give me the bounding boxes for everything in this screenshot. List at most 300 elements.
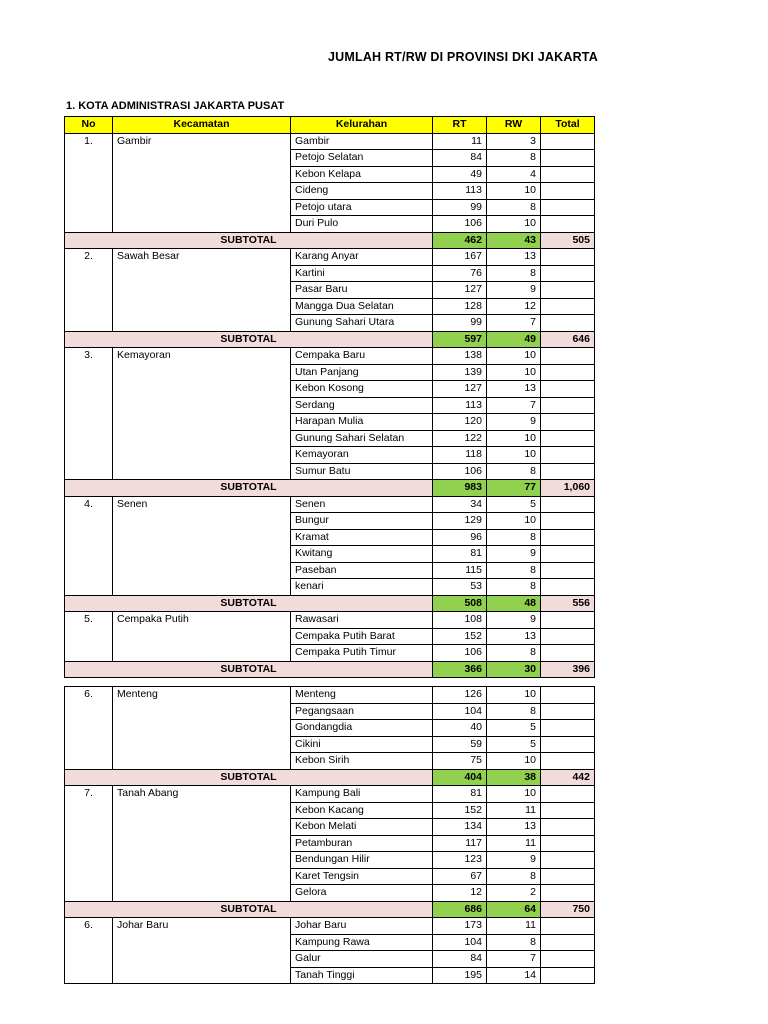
cell-total bbox=[541, 282, 595, 299]
cell-rw: 10 bbox=[487, 786, 541, 803]
cell-rt: 138 bbox=[433, 348, 487, 365]
cell-rw: 9 bbox=[487, 852, 541, 869]
cell-kecamatan: Sawah Besar bbox=[113, 249, 291, 266]
table-header-row bbox=[65, 117, 595, 134]
cell-kelurahan: Serdang bbox=[291, 397, 433, 414]
table-row bbox=[65, 753, 595, 770]
cell-rt: 96 bbox=[433, 529, 487, 546]
subtotal-rw: 77 bbox=[487, 480, 541, 497]
cell-rt: 115 bbox=[433, 562, 487, 579]
table-row bbox=[65, 315, 595, 332]
cell-kecamatan bbox=[113, 753, 291, 770]
subtotal-total: 396 bbox=[541, 661, 595, 678]
cell-kecamatan bbox=[113, 628, 291, 645]
cell-no: 4. bbox=[65, 496, 113, 513]
subtotal-total: 646 bbox=[541, 331, 595, 348]
cell-total bbox=[541, 447, 595, 464]
cell-no bbox=[65, 447, 113, 464]
subtotal-label: SUBTOTAL bbox=[65, 232, 433, 249]
cell-kecamatan bbox=[113, 414, 291, 431]
cell-no: 6. bbox=[65, 918, 113, 935]
cell-total bbox=[541, 381, 595, 398]
table-row bbox=[65, 381, 595, 398]
cell-rt: 104 bbox=[433, 703, 487, 720]
cell-rt: 113 bbox=[433, 397, 487, 414]
cell-rt: 40 bbox=[433, 720, 487, 737]
cell-kecamatan bbox=[113, 315, 291, 332]
cell-rw: 14 bbox=[487, 967, 541, 984]
cell-total bbox=[541, 265, 595, 282]
cell-no bbox=[65, 736, 113, 753]
table-row bbox=[65, 282, 595, 299]
cell-rw: 10 bbox=[487, 216, 541, 233]
cell-kelurahan: Kartini bbox=[291, 265, 433, 282]
cell-rt: 67 bbox=[433, 868, 487, 885]
cell-kelurahan: Kebon Melati bbox=[291, 819, 433, 836]
table-row bbox=[65, 348, 595, 365]
subtotal-rw: 43 bbox=[487, 232, 541, 249]
cell-rt: 81 bbox=[433, 546, 487, 563]
cell-no bbox=[65, 315, 113, 332]
cell-rw: 10 bbox=[487, 364, 541, 381]
cell-kecamatan bbox=[113, 934, 291, 951]
cell-rt: 34 bbox=[433, 496, 487, 513]
cell-rw: 8 bbox=[487, 529, 541, 546]
cell-no bbox=[65, 397, 113, 414]
cell-total bbox=[541, 513, 595, 530]
cell-rw: 8 bbox=[487, 199, 541, 216]
cell-kecamatan bbox=[113, 298, 291, 315]
cell-kecamatan: Tanah Abang bbox=[113, 786, 291, 803]
cell-kecamatan: Johar Baru bbox=[113, 918, 291, 935]
cell-rw: 8 bbox=[487, 463, 541, 480]
cell-kecamatan: Menteng bbox=[113, 687, 291, 704]
table-row bbox=[65, 579, 595, 596]
table-row bbox=[65, 852, 595, 869]
table-row bbox=[65, 199, 595, 216]
cell-total bbox=[541, 166, 595, 183]
cell-kelurahan: Sumur Batu bbox=[291, 463, 433, 480]
cell-no bbox=[65, 628, 113, 645]
cell-no bbox=[65, 529, 113, 546]
cell-kelurahan: Gambir bbox=[291, 133, 433, 150]
cell-total bbox=[541, 216, 595, 233]
cell-rt: 11 bbox=[433, 133, 487, 150]
table-row bbox=[65, 612, 595, 629]
table-row bbox=[65, 364, 595, 381]
cell-no bbox=[65, 150, 113, 167]
table-row bbox=[65, 496, 595, 513]
cell-total bbox=[541, 199, 595, 216]
cell-kecamatan bbox=[113, 513, 291, 530]
header-no: No bbox=[65, 117, 113, 134]
subtotal-label: SUBTOTAL bbox=[65, 480, 433, 497]
cell-no: 7. bbox=[65, 786, 113, 803]
cell-rw: 10 bbox=[487, 183, 541, 200]
cell-no bbox=[65, 645, 113, 662]
subtotal-label: SUBTOTAL bbox=[65, 331, 433, 348]
subtotal-row bbox=[65, 232, 595, 249]
rt-rw-table-part-1 bbox=[64, 116, 595, 678]
subtotal-rw: 30 bbox=[487, 661, 541, 678]
cell-kelurahan: Pegangsaan bbox=[291, 703, 433, 720]
cell-kelurahan: Rawasari bbox=[291, 612, 433, 629]
cell-kecamatan bbox=[113, 265, 291, 282]
subtotal-rw: 49 bbox=[487, 331, 541, 348]
subtotal-rw: 64 bbox=[487, 901, 541, 918]
cell-kelurahan: Gondangdia bbox=[291, 720, 433, 737]
cell-kelurahan: Gunung Sahari Selatan bbox=[291, 430, 433, 447]
cell-rw: 10 bbox=[487, 753, 541, 770]
cell-kecamatan bbox=[113, 868, 291, 885]
cell-no: 2. bbox=[65, 249, 113, 266]
cell-kecamatan bbox=[113, 447, 291, 464]
cell-kelurahan: Kramat bbox=[291, 529, 433, 546]
table-row bbox=[65, 802, 595, 819]
cell-kecamatan: Senen bbox=[113, 496, 291, 513]
table-row bbox=[65, 819, 595, 836]
rt-rw-table-part-2 bbox=[64, 686, 595, 984]
cell-total bbox=[541, 934, 595, 951]
cell-total bbox=[541, 348, 595, 365]
cell-kelurahan: Kwitang bbox=[291, 546, 433, 563]
cell-kelurahan: Bungur bbox=[291, 513, 433, 530]
subtotal-rt: 686 bbox=[433, 901, 487, 918]
cell-kecamatan bbox=[113, 819, 291, 836]
cell-no bbox=[65, 562, 113, 579]
cell-rt: 152 bbox=[433, 628, 487, 645]
cell-rt: 129 bbox=[433, 513, 487, 530]
cell-rt: 134 bbox=[433, 819, 487, 836]
cell-kecamatan bbox=[113, 166, 291, 183]
cell-kelurahan: Duri Pulo bbox=[291, 216, 433, 233]
cell-kecamatan bbox=[113, 720, 291, 737]
header-kecamatan: Kecamatan bbox=[113, 117, 291, 134]
cell-total bbox=[541, 150, 595, 167]
section-heading: 1. KOTA ADMINISTRASI JAKARTA PUSAT bbox=[66, 100, 285, 112]
header-rw: RW bbox=[487, 117, 541, 134]
table-row bbox=[65, 645, 595, 662]
cell-kelurahan: Johar Baru bbox=[291, 918, 433, 935]
cell-rw: 13 bbox=[487, 249, 541, 266]
cell-total bbox=[541, 819, 595, 836]
header-total: Total bbox=[541, 117, 595, 134]
cell-rt: 99 bbox=[433, 315, 487, 332]
cell-total bbox=[541, 496, 595, 513]
cell-kelurahan: Mangga Dua Selatan bbox=[291, 298, 433, 315]
cell-no bbox=[65, 579, 113, 596]
cell-no: 5. bbox=[65, 612, 113, 629]
subtotal-rt: 983 bbox=[433, 480, 487, 497]
cell-rt: 127 bbox=[433, 381, 487, 398]
subtotal-label: SUBTOTAL bbox=[65, 769, 433, 786]
cell-kecamatan bbox=[113, 951, 291, 968]
table-row bbox=[65, 265, 595, 282]
cell-rt: 126 bbox=[433, 687, 487, 704]
cell-rt: 118 bbox=[433, 447, 487, 464]
cell-no bbox=[65, 753, 113, 770]
cell-rw: 11 bbox=[487, 835, 541, 852]
table-row bbox=[65, 463, 595, 480]
subtotal-total: 750 bbox=[541, 901, 595, 918]
subtotal-total: 505 bbox=[541, 232, 595, 249]
cell-kelurahan: Gelora bbox=[291, 885, 433, 902]
cell-kecamatan: Cempaka Putih bbox=[113, 612, 291, 629]
cell-no bbox=[65, 298, 113, 315]
cell-rt: 106 bbox=[433, 216, 487, 233]
table-row bbox=[65, 166, 595, 183]
cell-no bbox=[65, 166, 113, 183]
cell-kelurahan: Galur bbox=[291, 951, 433, 968]
cell-total bbox=[541, 967, 595, 984]
cell-no bbox=[65, 967, 113, 984]
cell-kecamatan bbox=[113, 282, 291, 299]
subtotal-row bbox=[65, 480, 595, 497]
cell-kecamatan: Gambir bbox=[113, 133, 291, 150]
cell-no bbox=[65, 183, 113, 200]
cell-total bbox=[541, 645, 595, 662]
table-row bbox=[65, 868, 595, 885]
cell-total bbox=[541, 414, 595, 431]
cell-no bbox=[65, 819, 113, 836]
header-rt: RT bbox=[433, 117, 487, 134]
cell-no bbox=[65, 934, 113, 951]
cell-kecamatan bbox=[113, 463, 291, 480]
table-row bbox=[65, 216, 595, 233]
cell-total bbox=[541, 249, 595, 266]
cell-kecamatan bbox=[113, 364, 291, 381]
table-row bbox=[65, 397, 595, 414]
cell-rw: 13 bbox=[487, 628, 541, 645]
cell-no bbox=[65, 282, 113, 299]
cell-total bbox=[541, 835, 595, 852]
cell-total bbox=[541, 133, 595, 150]
cell-total bbox=[541, 612, 595, 629]
subtotal-label: SUBTOTAL bbox=[65, 595, 433, 612]
cell-kelurahan: Tanah Tinggi bbox=[291, 967, 433, 984]
cell-rt: 120 bbox=[433, 414, 487, 431]
cell-rw: 7 bbox=[487, 315, 541, 332]
subtotal-rw: 38 bbox=[487, 769, 541, 786]
cell-rw: 2 bbox=[487, 885, 541, 902]
cell-rt: 59 bbox=[433, 736, 487, 753]
cell-total bbox=[541, 397, 595, 414]
cell-total bbox=[541, 736, 595, 753]
cell-no bbox=[65, 546, 113, 563]
cell-total bbox=[541, 703, 595, 720]
cell-rt: 106 bbox=[433, 463, 487, 480]
cell-rw: 8 bbox=[487, 579, 541, 596]
table-row bbox=[65, 951, 595, 968]
cell-rt: 81 bbox=[433, 786, 487, 803]
cell-kelurahan: Petojo Selatan bbox=[291, 150, 433, 167]
cell-total bbox=[541, 183, 595, 200]
cell-kelurahan: Utan Panjang bbox=[291, 364, 433, 381]
subtotal-row bbox=[65, 595, 595, 612]
cell-total bbox=[541, 529, 595, 546]
cell-rw: 8 bbox=[487, 645, 541, 662]
cell-no bbox=[65, 265, 113, 282]
cell-rw: 7 bbox=[487, 951, 541, 968]
cell-kelurahan: Kebon Kosong bbox=[291, 381, 433, 398]
cell-kelurahan: Karang Anyar bbox=[291, 249, 433, 266]
table-row bbox=[65, 133, 595, 150]
cell-rw: 10 bbox=[487, 447, 541, 464]
cell-rt: 117 bbox=[433, 835, 487, 852]
cell-kecamatan bbox=[113, 183, 291, 200]
cell-no bbox=[65, 430, 113, 447]
cell-kelurahan: Kampung Bali bbox=[291, 786, 433, 803]
cell-rt: 173 bbox=[433, 918, 487, 935]
cell-no bbox=[65, 868, 113, 885]
cell-rw: 11 bbox=[487, 802, 541, 819]
cell-kelurahan: kenari bbox=[291, 579, 433, 596]
cell-kecamatan bbox=[113, 430, 291, 447]
cell-rt: 12 bbox=[433, 885, 487, 902]
table-row bbox=[65, 703, 595, 720]
subtotal-label: SUBTOTAL bbox=[65, 901, 433, 918]
cell-kecamatan bbox=[113, 736, 291, 753]
cell-no bbox=[65, 852, 113, 869]
document-title: JUMLAH RT/RW DI PROVINSI DKI JAKARTA bbox=[328, 50, 598, 64]
cell-rw: 9 bbox=[487, 282, 541, 299]
cell-kelurahan: Kampung Rawa bbox=[291, 934, 433, 951]
cell-kelurahan: Kebon Sirih bbox=[291, 753, 433, 770]
subtotal-row bbox=[65, 769, 595, 786]
cell-rt: 108 bbox=[433, 612, 487, 629]
cell-rt: 49 bbox=[433, 166, 487, 183]
cell-kecamatan bbox=[113, 703, 291, 720]
table-row bbox=[65, 786, 595, 803]
cell-total bbox=[541, 720, 595, 737]
table-row bbox=[65, 934, 595, 951]
cell-total bbox=[541, 463, 595, 480]
cell-total bbox=[541, 298, 595, 315]
cell-rw: 10 bbox=[487, 513, 541, 530]
cell-rw: 5 bbox=[487, 720, 541, 737]
cell-rw: 9 bbox=[487, 414, 541, 431]
cell-rw: 7 bbox=[487, 397, 541, 414]
subtotal-rt: 462 bbox=[433, 232, 487, 249]
cell-no bbox=[65, 885, 113, 902]
subtotal-total: 556 bbox=[541, 595, 595, 612]
cell-total bbox=[541, 315, 595, 332]
cell-no bbox=[65, 364, 113, 381]
cell-kecamatan bbox=[113, 562, 291, 579]
cell-total bbox=[541, 885, 595, 902]
cell-rw: 12 bbox=[487, 298, 541, 315]
cell-kecamatan bbox=[113, 397, 291, 414]
cell-kelurahan: Kemayoran bbox=[291, 447, 433, 464]
cell-rw: 8 bbox=[487, 562, 541, 579]
cell-no bbox=[65, 835, 113, 852]
cell-kecamatan bbox=[113, 835, 291, 852]
cell-kelurahan: Cempaka Putih Timur bbox=[291, 645, 433, 662]
cell-kecamatan bbox=[113, 885, 291, 902]
cell-rw: 10 bbox=[487, 430, 541, 447]
subtotal-rt: 404 bbox=[433, 769, 487, 786]
cell-kelurahan: Pasar Baru bbox=[291, 282, 433, 299]
cell-total bbox=[541, 579, 595, 596]
cell-rt: 75 bbox=[433, 753, 487, 770]
table-row bbox=[65, 835, 595, 852]
table-row bbox=[65, 447, 595, 464]
cell-rt: 167 bbox=[433, 249, 487, 266]
cell-kelurahan: Paseban bbox=[291, 562, 433, 579]
cell-rw: 8 bbox=[487, 150, 541, 167]
cell-kelurahan: Cikini bbox=[291, 736, 433, 753]
table-row bbox=[65, 628, 595, 645]
subtotal-rt: 508 bbox=[433, 595, 487, 612]
subtotal-label: SUBTOTAL bbox=[65, 661, 433, 678]
cell-rt: 152 bbox=[433, 802, 487, 819]
cell-kelurahan: Bendungan Hilir bbox=[291, 852, 433, 869]
table-row bbox=[65, 562, 595, 579]
cell-kecamatan bbox=[113, 546, 291, 563]
cell-rw: 3 bbox=[487, 133, 541, 150]
cell-rt: 123 bbox=[433, 852, 487, 869]
cell-rw: 9 bbox=[487, 612, 541, 629]
cell-kelurahan: Menteng bbox=[291, 687, 433, 704]
cell-rw: 11 bbox=[487, 918, 541, 935]
cell-rw: 5 bbox=[487, 736, 541, 753]
table-row bbox=[65, 150, 595, 167]
cell-kelurahan: Petojo utara bbox=[291, 199, 433, 216]
cell-kecamatan bbox=[113, 852, 291, 869]
cell-kecamatan bbox=[113, 529, 291, 546]
cell-kecamatan bbox=[113, 802, 291, 819]
table-row bbox=[65, 720, 595, 737]
cell-kecamatan bbox=[113, 579, 291, 596]
cell-kecamatan bbox=[113, 645, 291, 662]
table-row bbox=[65, 298, 595, 315]
subtotal-row bbox=[65, 331, 595, 348]
cell-rw: 10 bbox=[487, 348, 541, 365]
cell-no bbox=[65, 802, 113, 819]
table-row bbox=[65, 529, 595, 546]
cell-kelurahan: Petamburan bbox=[291, 835, 433, 852]
table-row bbox=[65, 414, 595, 431]
cell-no bbox=[65, 381, 113, 398]
cell-rt: 106 bbox=[433, 645, 487, 662]
table-row bbox=[65, 736, 595, 753]
table-row bbox=[65, 967, 595, 984]
cell-rw: 13 bbox=[487, 819, 541, 836]
cell-total bbox=[541, 852, 595, 869]
cell-kelurahan: Senen bbox=[291, 496, 433, 513]
table-row bbox=[65, 546, 595, 563]
cell-rw: 8 bbox=[487, 703, 541, 720]
cell-no: 3. bbox=[65, 348, 113, 365]
table-row bbox=[65, 430, 595, 447]
subtotal-total: 1,060 bbox=[541, 480, 595, 497]
cell-rw: 8 bbox=[487, 868, 541, 885]
cell-total bbox=[541, 562, 595, 579]
cell-total bbox=[541, 918, 595, 935]
cell-kelurahan: Cempaka Baru bbox=[291, 348, 433, 365]
subtotal-rw: 48 bbox=[487, 595, 541, 612]
cell-rt: 122 bbox=[433, 430, 487, 447]
header-kelurahan: Kelurahan bbox=[291, 117, 433, 134]
cell-rw: 8 bbox=[487, 265, 541, 282]
cell-rt: 104 bbox=[433, 934, 487, 951]
cell-kecamatan bbox=[113, 967, 291, 984]
cell-rw: 5 bbox=[487, 496, 541, 513]
cell-kelurahan: Harapan Mulia bbox=[291, 414, 433, 431]
cell-total bbox=[541, 687, 595, 704]
cell-rt: 76 bbox=[433, 265, 487, 282]
cell-rt: 84 bbox=[433, 951, 487, 968]
